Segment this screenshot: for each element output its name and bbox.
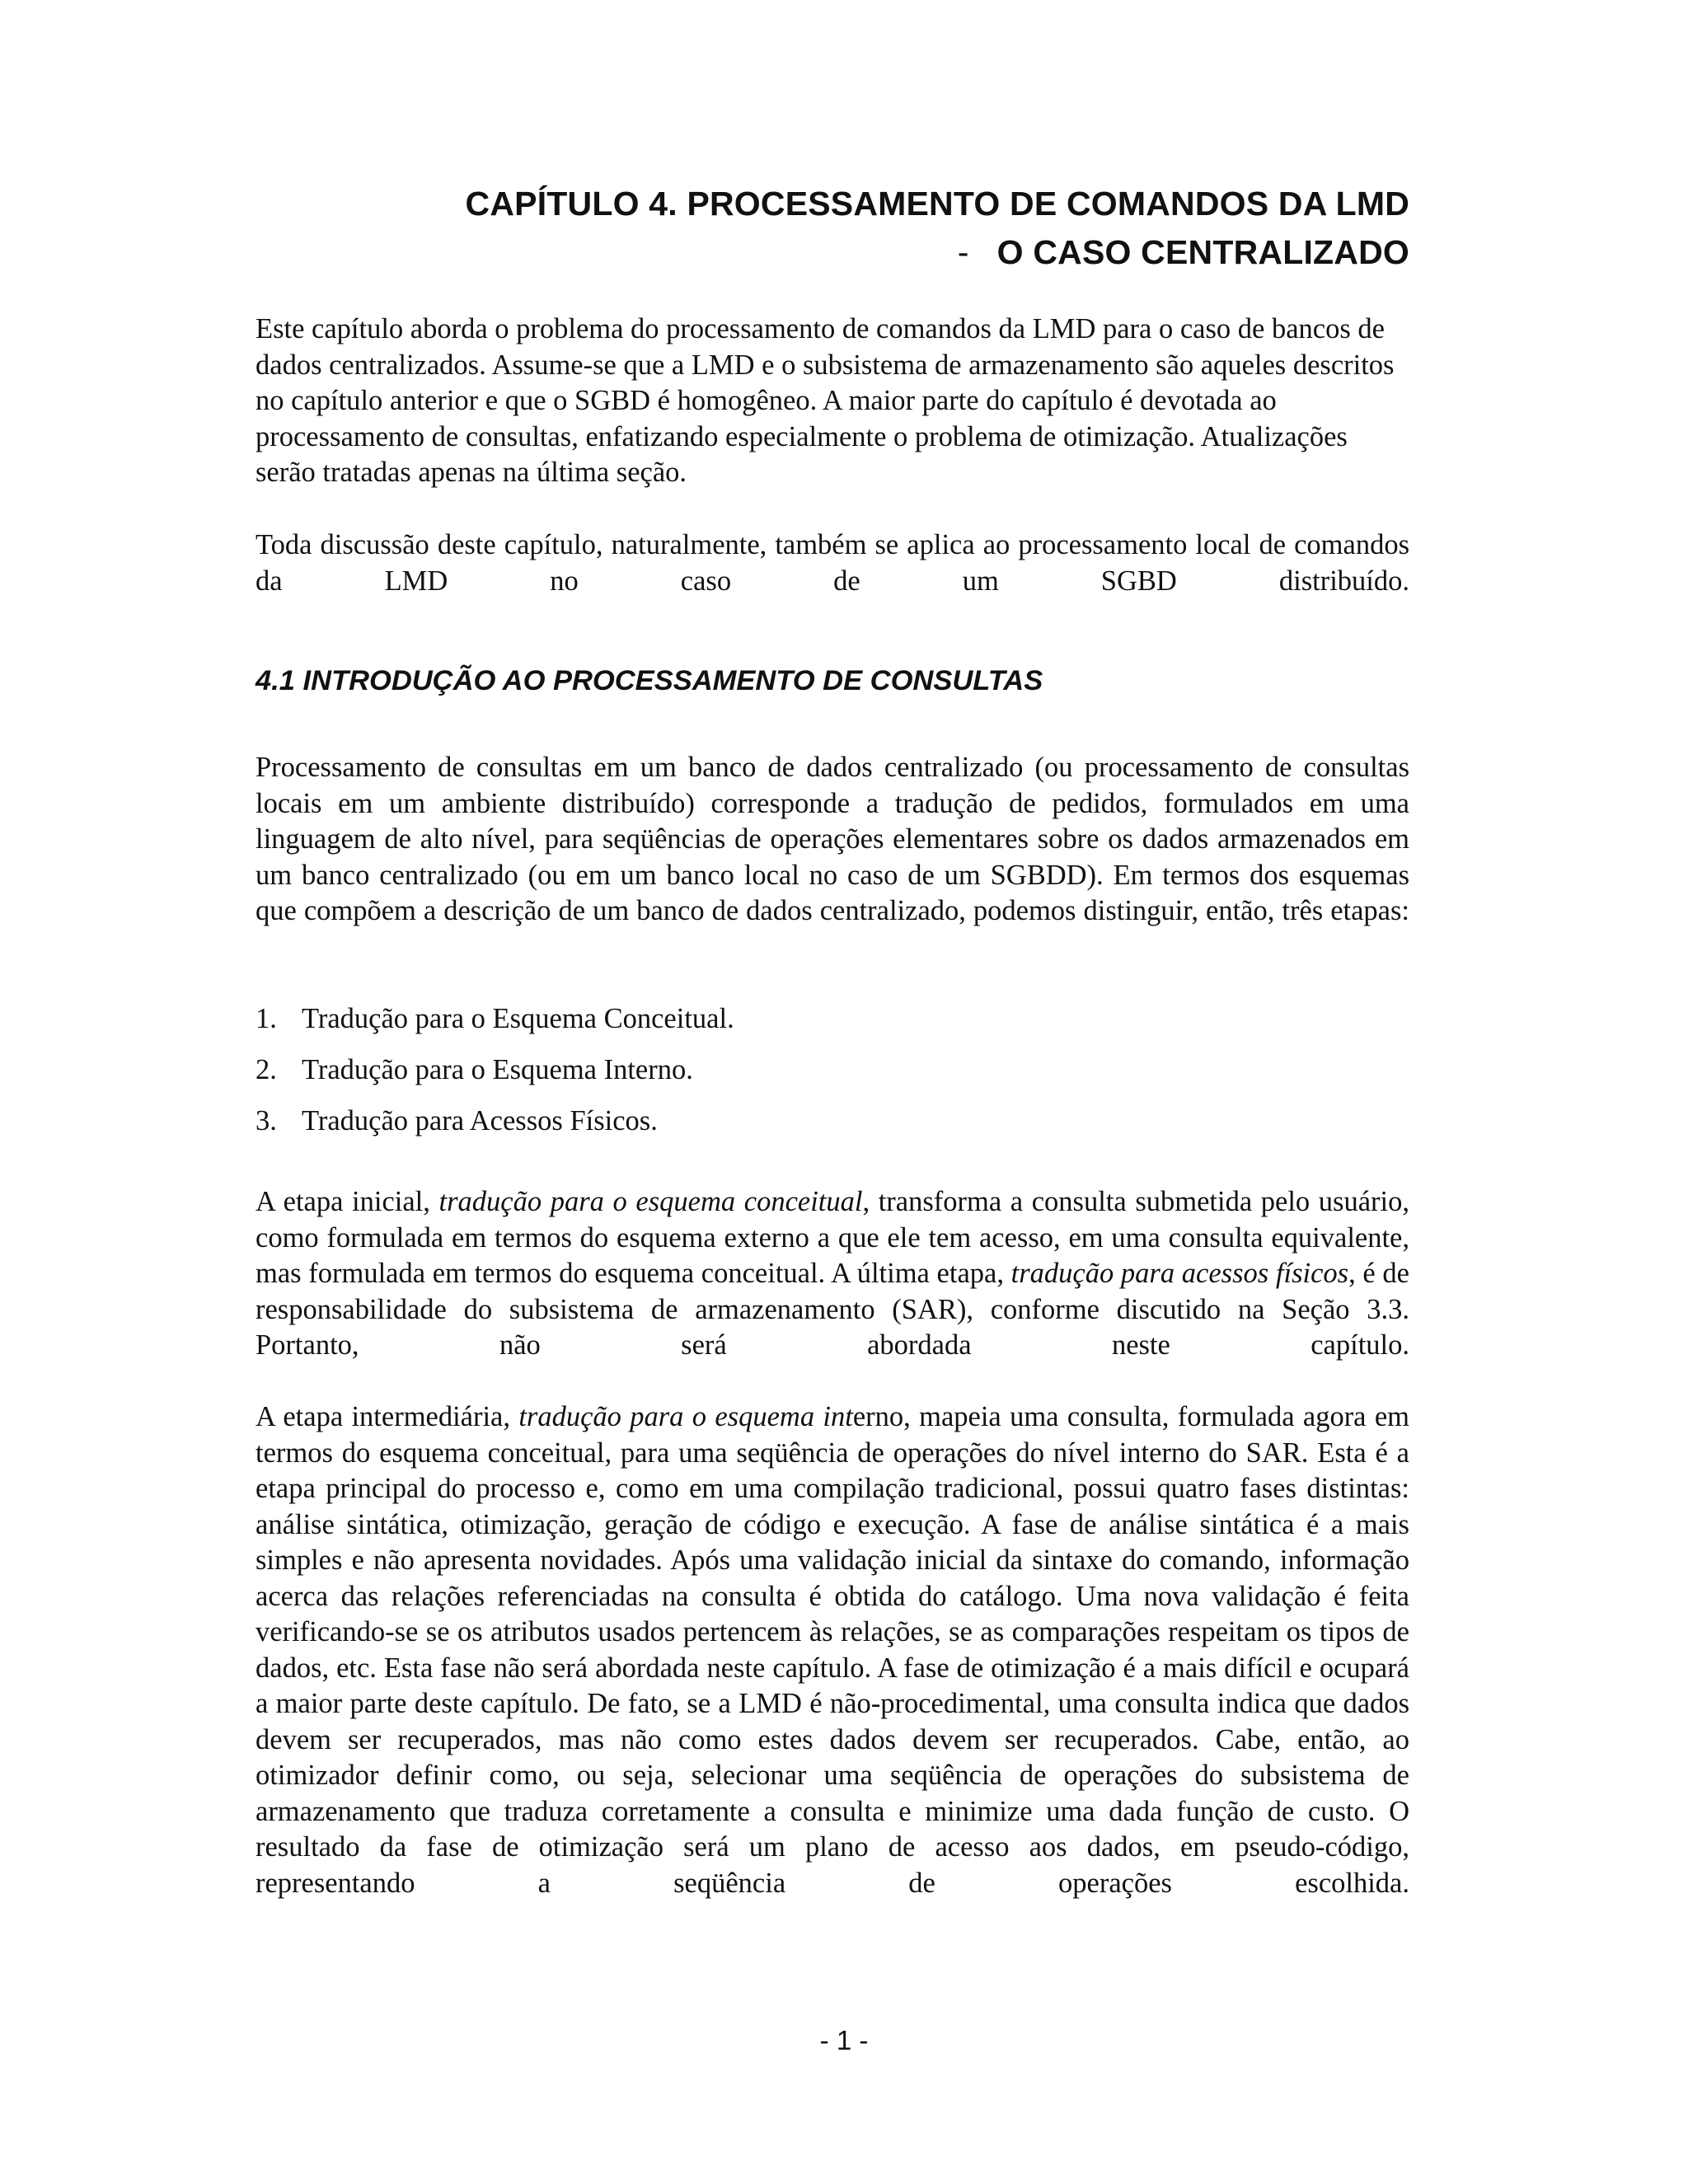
chapter-title — [256, 180, 1409, 277]
list-item-number: 1. — [256, 1003, 277, 1034]
list-item-text: Tradução para o Esquema Conceitual. — [302, 1003, 734, 1034]
page-number: - 1 - — [819, 2025, 869, 2055]
list-item — [256, 1052, 693, 1089]
italic-term: tradução para o esquema int — [518, 1401, 853, 1432]
text-run: erno, mapeia uma consulta, formulada agora em termos do esquema conceitual, para uma seqüência de operações do nível interno do SAR. Esta é a etapa principal do processo e, como em uma compilação tradicional, possui quatro fases distintas: análise sintática, otimização, geração de código e execução. A fase de análise sintática é a mais simples e não apresenta novidades. Após uma validação inicial da sintaxe do comando, informação acerca das relações referenciadas na consulta é obtida do catálogo. Uma nova validação é feita verificando-se se os atributos usados pertencem às relações, se as comparações respeitam os tipos de dados, etc. Esta fase não será abordada neste capítulo. A fase de otimização é a mais difícil e ocupará a maior parte deste capítulo. De fato, se a LMD é não-procedimental, uma consulta indica que dados devem ser recuperados, mas não como estes dados devem ser recuperados. Cabe, então, ao otimizador definir como, ou seja, selecionar uma seqüência de operações do subsistema de armazenamento que traduza corretamente a consulta e minimize uma dada função de custo. O resultado da fase de otimização será um plano de acesso aos dados, em pseudo-código, representando a seqüência de operações escolhida. — [256, 1401, 1409, 1899]
section-heading: 4.1 INTRODUÇÃO AO PROCESSAMENTO DE CONSULTAS — [256, 665, 1043, 696]
text-run: , é de responsabilidade do subsistema de armazenamento (SAR), conforme discutido na Seção 3.3. Portanto, não será abordada neste capítulo. — [256, 1258, 1409, 1361]
chapter-subtitle: O CASO CENTRALIZADO — [996, 233, 1409, 271]
italic-term: tradução para acessos físicos — [1010, 1258, 1349, 1289]
list-item-number: 2. — [256, 1054, 277, 1085]
intro-paragraph-1: Este capítulo aborda o problema do processamento de comandos da LMD para o caso de bancos de dados centralizados. Assume-se que a LMD e o subsistema de armazenamento são aqueles descritos no capítulo anterior e que o SGBD é homogêneo. A maior parte do capítulo é devotada ao processamento de consultas, enfatizando especialmente o problema de otimização. Atualizações serão tratadas apenas na última seção. — [256, 313, 1395, 488]
list-item-text: Tradução para Acessos Físicos. — [302, 1105, 658, 1137]
title-dash: - — [957, 233, 969, 271]
text-run: A etapa intermediária, — [256, 1401, 519, 1432]
intro-paragraph-2: Toda discussão deste capítulo, naturalmente, também se aplica ao processamento local de comandos da LMD no caso de um SGBD distribuído. — [256, 529, 1409, 597]
text-run: , transforma a consulta submetida pelo usuário, como formulada em termos do esquema externo a que ele tem acesso, em uma consulta equivalente, mas formulada em termos do esquema conceitual. A última etapa, — [256, 1186, 1409, 1289]
list-item-number: 3. — [256, 1105, 277, 1137]
section-paragraph-1: Processamento de consultas em um banco de dados centralizado (ou processamento de consultas locais em um ambiente distribuído) corresponde a tradução de pedidos, formulados em uma linguagem de alto nível, para seqüências de operações elementares sobre os dados armazenados em um banco centralizado (ou em um banco local no caso de um SGBDD). Em termos dos esquemas que compõem a descrição de um banco de dados centralizado, podemos distinguir, então, três etapas: — [256, 752, 1409, 926]
text-run: A etapa inicial, — [256, 1186, 439, 1217]
italic-term: tradução para o esquema conceitual — [438, 1186, 863, 1217]
section-paragraph-3 — [256, 1399, 1409, 1938]
list-item — [256, 1001, 734, 1038]
list-item-text: Tradução para o Esquema Interno. — [302, 1054, 693, 1085]
list-item — [256, 1104, 658, 1140]
chapter-title-line-1: CAPÍTULO 4. PROCESSAMENTO DE COMANDOS DA LMD — [465, 185, 1409, 223]
section-paragraph-2 — [256, 1184, 1409, 1399]
chapter-title-line-2 — [256, 228, 1409, 277]
